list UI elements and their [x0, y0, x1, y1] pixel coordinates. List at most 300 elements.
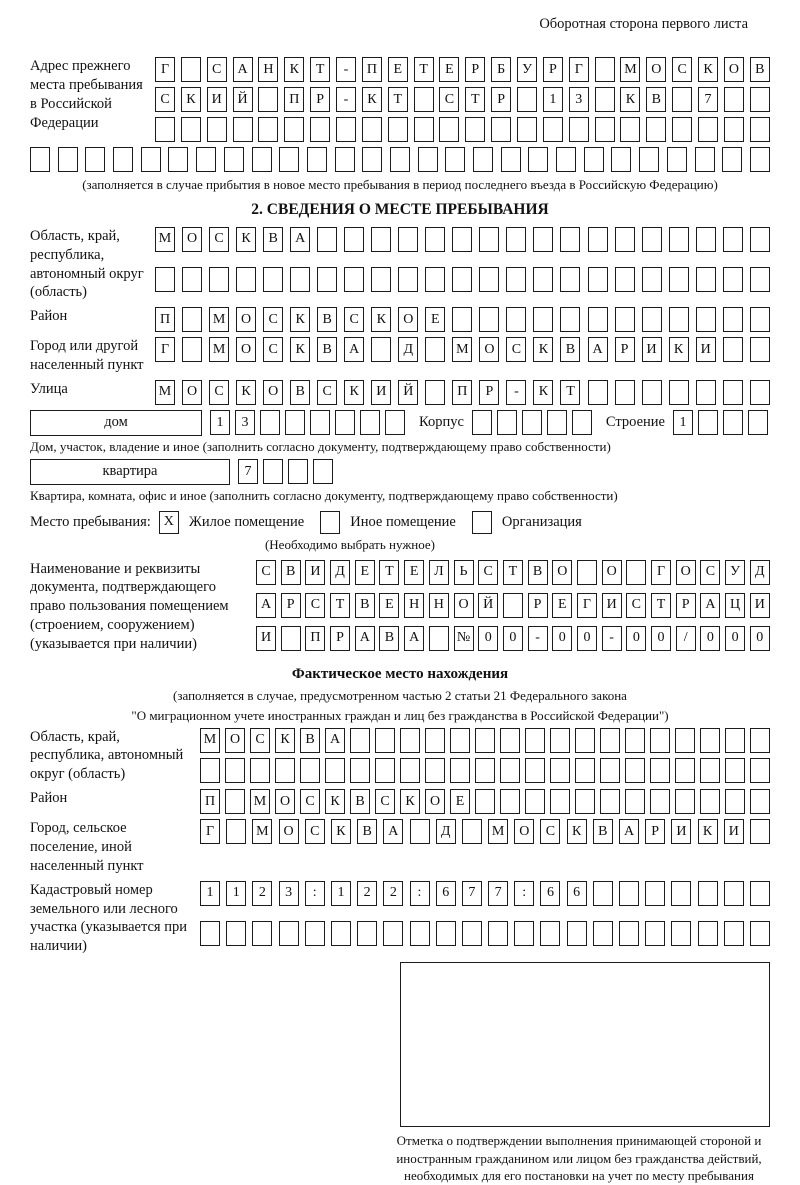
char-cell: К [290, 337, 310, 362]
organization-label: Организация [501, 513, 582, 530]
street-row [155, 380, 770, 405]
char-cell: В [379, 626, 399, 651]
char-cell [517, 117, 537, 142]
char-cell: Й [233, 87, 253, 112]
char-cell [675, 728, 695, 753]
char-cell: К [362, 87, 382, 112]
char-cell: М [252, 819, 272, 844]
char-cell [425, 758, 445, 783]
char-cell: С [256, 560, 276, 585]
char-cell [335, 147, 355, 172]
char-cell: В [300, 728, 320, 753]
char-cell [600, 728, 620, 753]
city-field [30, 337, 770, 375]
char-cell [723, 380, 743, 405]
char-cell: А [325, 728, 345, 753]
char-cell: В [593, 819, 613, 844]
korpus-cells [472, 410, 592, 435]
char-cell [300, 758, 320, 783]
char-cell [331, 921, 351, 946]
char-cell [182, 337, 202, 362]
char-cell: А [404, 626, 424, 651]
char-cell: О [514, 819, 534, 844]
char-cell [350, 728, 370, 753]
char-cell: Т [651, 593, 671, 618]
char-cell [336, 117, 356, 142]
char-cell [488, 921, 508, 946]
char-cell: О [225, 728, 245, 753]
prev-address-row-4 [30, 147, 770, 172]
char-cell [724, 921, 744, 946]
char-cell: - [602, 626, 622, 651]
prev-address-note: (заполняется в случае прибытия в новое место пребывания в период последнего въезда в Российскую Федерацию) [82, 177, 718, 192]
char-cell: П [200, 789, 220, 814]
char-cell [439, 117, 459, 142]
char-cell [642, 227, 662, 252]
char-cell [626, 560, 646, 585]
char-cell: С [672, 57, 692, 82]
char-cell: С [540, 819, 560, 844]
prev-address-row-2 [155, 87, 770, 112]
char-cell: Д [750, 560, 770, 585]
char-cell: 0 [651, 626, 671, 651]
other-premises-label: Иное помещение [350, 513, 456, 530]
char-cell: И [602, 593, 622, 618]
char-cell [625, 728, 645, 753]
char-cell: И [207, 87, 227, 112]
char-cell [725, 728, 745, 753]
char-cell [696, 380, 716, 405]
char-cell [390, 147, 410, 172]
char-cell: 0 [552, 626, 572, 651]
char-cell: 2 [252, 881, 272, 906]
char-cell [698, 881, 718, 906]
actual-location-title: Фактическое место нахождения [291, 665, 509, 682]
char-cell [525, 789, 545, 814]
char-cell [452, 267, 472, 292]
char-cell: А [344, 337, 364, 362]
char-cell [750, 380, 770, 405]
char-cell: К [533, 380, 553, 405]
city-row [155, 337, 770, 375]
char-cell [344, 227, 364, 252]
char-cell: М [209, 337, 229, 362]
char-cell: О [279, 819, 299, 844]
char-cell: Й [398, 380, 418, 405]
char-cell [383, 921, 403, 946]
char-cell [642, 380, 662, 405]
apartment-note: Квартира, комната, офис и иное (заполнить согласно документу, подтверждающему право собственности) [30, 487, 618, 503]
char-cell: С [207, 57, 227, 82]
char-cell: Д [398, 337, 418, 362]
char-cell: И [696, 337, 716, 362]
char-cell: К [331, 819, 351, 844]
char-cell: М [488, 819, 508, 844]
cadastral-row-2 [200, 921, 770, 956]
char-cell: Р [465, 57, 485, 82]
char-cell [611, 147, 631, 172]
actual-region-field [30, 728, 770, 785]
stroenie-label: Строение [605, 414, 665, 431]
char-cell [310, 117, 330, 142]
char-cell: 3 [279, 881, 299, 906]
actual-district-label: Район [30, 790, 68, 807]
char-cell [479, 307, 499, 332]
char-cell: С [263, 337, 283, 362]
char-cell [462, 819, 482, 844]
char-cell [479, 227, 499, 252]
char-cell: О [676, 560, 696, 585]
char-cell: К [400, 789, 420, 814]
char-cell [588, 380, 608, 405]
char-cell [181, 117, 201, 142]
char-cell: К [698, 57, 718, 82]
char-cell: О [263, 380, 283, 405]
char-cell [669, 307, 689, 332]
char-cell [650, 758, 670, 783]
house-row [30, 410, 770, 436]
char-cell [517, 87, 537, 112]
char-cell [263, 267, 283, 292]
char-cell: В [317, 337, 337, 362]
char-cell: С [439, 87, 459, 112]
stamp-box [400, 962, 770, 1127]
char-cell [506, 227, 526, 252]
char-cell [252, 921, 272, 946]
char-cell [472, 410, 492, 435]
char-cell: О [182, 227, 202, 252]
char-cell [695, 147, 715, 172]
char-cell [375, 758, 395, 783]
char-cell [362, 117, 382, 142]
char-cell: Л [429, 560, 449, 585]
char-cell: А [588, 337, 608, 362]
char-cell [400, 728, 420, 753]
actual-location-note-2: "О миграционном учете иностранных граждан и лиц без гражданства в Российской Федерации") [131, 707, 669, 723]
street-label: Улица [30, 380, 68, 397]
region-field [30, 227, 770, 302]
char-cell [414, 117, 434, 142]
char-cell: К [371, 307, 391, 332]
char-cell: А [700, 593, 720, 618]
house-number-cells [210, 410, 405, 435]
char-cell [723, 267, 743, 292]
apartment-row [30, 459, 770, 485]
char-cell: Г [651, 560, 671, 585]
char-cell: Т [388, 87, 408, 112]
korpus-label: Корпус [419, 414, 464, 431]
char-cell: 6 [540, 881, 560, 906]
char-cell [750, 307, 770, 332]
char-cell [491, 117, 511, 142]
char-cell: С [305, 593, 325, 618]
char-cell: 0 [700, 626, 720, 651]
char-cell [750, 789, 770, 814]
char-cell [258, 87, 278, 112]
char-cell [85, 147, 105, 172]
char-cell [700, 789, 720, 814]
cadastral-field [30, 881, 770, 956]
char-cell [279, 921, 299, 946]
char-cell [371, 337, 391, 362]
char-cell [288, 459, 308, 484]
char-cell [723, 307, 743, 332]
char-cell [362, 147, 382, 172]
char-cell: Р [281, 593, 301, 618]
char-cell [669, 227, 689, 252]
char-cell: К [533, 337, 553, 362]
char-cell: И [724, 819, 744, 844]
char-cell [750, 728, 770, 753]
char-cell: Т [310, 57, 330, 82]
char-cell: В [560, 337, 580, 362]
char-cell: К [620, 87, 640, 112]
char-cell [425, 267, 445, 292]
char-cell: К [236, 380, 256, 405]
char-cell: М [155, 380, 175, 405]
char-cell: И [642, 337, 662, 362]
char-cell [503, 593, 523, 618]
char-cell: - [506, 380, 526, 405]
char-cell: С [317, 380, 337, 405]
char-cell: 0 [626, 626, 646, 651]
char-cell [671, 881, 691, 906]
section2-title: 2. СВЕДЕНИЯ О МЕСТЕ ПРЕБЫВАНИЯ [251, 200, 549, 218]
char-cell: У [725, 560, 745, 585]
actual-city-field [30, 819, 770, 876]
char-cell: Е [552, 593, 572, 618]
cadastral-row-1 [200, 881, 770, 916]
apartment-box: квартира [30, 459, 230, 485]
document-label: Наименование и реквизиты документа, подтверждающего право пользования помещением (строением, сооружением) (указывается при наличии) [30, 560, 229, 652]
char-cell [550, 789, 570, 814]
char-cell: Р [479, 380, 499, 405]
char-cell [625, 758, 645, 783]
char-cell [723, 227, 743, 252]
char-cell [436, 921, 456, 946]
char-cell [225, 758, 245, 783]
char-cell: Т [379, 560, 399, 585]
char-cell [141, 147, 161, 172]
char-cell: Р [645, 819, 665, 844]
organization-checkbox [472, 511, 492, 534]
char-cell [182, 307, 202, 332]
char-cell: И [256, 626, 276, 651]
char-cell: П [362, 57, 382, 82]
char-cell [619, 921, 639, 946]
char-cell [550, 758, 570, 783]
char-cell [615, 380, 635, 405]
char-cell: П [155, 307, 175, 332]
char-cell: П [305, 626, 325, 651]
char-cell: В [263, 227, 283, 252]
char-cell: О [398, 307, 418, 332]
char-cell: С [626, 593, 646, 618]
stay-type-row [30, 511, 770, 534]
char-cell: Й [478, 593, 498, 618]
char-cell [317, 227, 337, 252]
char-cell [533, 227, 553, 252]
char-cell: 0 [577, 626, 597, 651]
char-cell: Г [569, 57, 589, 82]
char-cell [569, 117, 589, 142]
char-cell [410, 921, 430, 946]
char-cell [462, 921, 482, 946]
char-cell: Б [491, 57, 511, 82]
char-cell [698, 410, 718, 435]
char-cell [588, 267, 608, 292]
actual-city-label: Город, сельское поселение, иной населенный пункт [30, 820, 144, 874]
char-cell [748, 410, 768, 435]
char-cell: 0 [725, 626, 745, 651]
char-cell: 1 [331, 881, 351, 906]
stroenie-cells [673, 410, 768, 435]
char-cell: К [290, 307, 310, 332]
char-cell [500, 789, 520, 814]
char-cell [335, 410, 355, 435]
char-cell [284, 117, 304, 142]
char-cell [360, 410, 380, 435]
char-cell [281, 626, 301, 651]
char-cell: О [646, 57, 666, 82]
actual-district-field [30, 789, 770, 814]
char-cell: А [383, 819, 403, 844]
char-cell [669, 267, 689, 292]
char-cell [207, 117, 227, 142]
char-cell [725, 758, 745, 783]
char-cell [344, 267, 364, 292]
char-cell: К [181, 87, 201, 112]
stay-type-hint: (Необходимо выбрать нужное) [264, 536, 436, 552]
char-cell: Т [560, 380, 580, 405]
char-cell: А [619, 819, 639, 844]
actual-city-row [200, 819, 770, 876]
char-cell [671, 921, 691, 946]
char-cell [250, 758, 270, 783]
char-cell: В [750, 57, 770, 82]
char-cell [750, 758, 770, 783]
char-cell: А [290, 227, 310, 252]
char-cell: 6 [436, 881, 456, 906]
char-cell [224, 147, 244, 172]
char-cell [575, 789, 595, 814]
char-cell [615, 267, 635, 292]
char-cell [450, 728, 470, 753]
char-cell: Е [439, 57, 459, 82]
char-cell: О [552, 560, 572, 585]
char-cell: Е [450, 789, 470, 814]
char-cell [675, 789, 695, 814]
char-cell: 2 [383, 881, 403, 906]
char-cell: Е [388, 57, 408, 82]
char-cell: 1 [673, 410, 693, 435]
char-cell: И [371, 380, 391, 405]
prev-address-rows [155, 57, 770, 142]
char-cell: В [290, 380, 310, 405]
char-cell: 7 [462, 881, 482, 906]
char-cell [595, 57, 615, 82]
document-row-2 [256, 593, 770, 621]
char-cell [400, 758, 420, 783]
char-cell [275, 758, 295, 783]
char-cell: : [410, 881, 430, 906]
char-cell [725, 789, 745, 814]
char-cell [290, 267, 310, 292]
char-cell: В [281, 560, 301, 585]
actual-region-row-1 [200, 728, 770, 754]
apartment-cells [238, 459, 333, 484]
char-cell [425, 227, 445, 252]
char-cell [543, 117, 563, 142]
document-rows [256, 560, 770, 654]
char-cell [279, 147, 299, 172]
char-cell [600, 758, 620, 783]
district-label: Район [30, 308, 68, 325]
char-cell [577, 560, 597, 585]
char-cell: Е [404, 560, 424, 585]
district-field [30, 307, 770, 332]
char-cell: Г [577, 593, 597, 618]
char-cell: Н [404, 593, 424, 618]
char-cell [639, 147, 659, 172]
city-label: Город или другой населенный пункт [30, 338, 144, 374]
char-cell: К [698, 819, 718, 844]
char-cell [646, 117, 666, 142]
char-cell: Г [155, 57, 175, 82]
char-cell: С [250, 728, 270, 753]
char-cell [388, 117, 408, 142]
char-cell: С [506, 337, 526, 362]
char-cell [263, 459, 283, 484]
char-cell: О [275, 789, 295, 814]
char-cell: С [300, 789, 320, 814]
char-cell: В [646, 87, 666, 112]
char-cell [225, 789, 245, 814]
char-cell: 3 [235, 410, 255, 435]
char-cell: Д [330, 560, 350, 585]
char-cell [619, 881, 639, 906]
char-cell [588, 227, 608, 252]
char-cell [533, 267, 553, 292]
char-cell [155, 117, 175, 142]
char-cell: М [250, 789, 270, 814]
char-cell: В [350, 789, 370, 814]
char-cell: Р [676, 593, 696, 618]
char-cell: В [355, 593, 375, 618]
char-cell [196, 147, 216, 172]
char-cell: - [336, 87, 356, 112]
char-cell [522, 410, 542, 435]
char-cell: Р [491, 87, 511, 112]
prev-address-label: Адрес прежнего места пребывания в Российской Федерации [30, 58, 143, 131]
char-cell [410, 819, 430, 844]
region-row-1 [155, 227, 770, 262]
char-cell [724, 881, 744, 906]
char-cell: Р [615, 337, 635, 362]
char-cell: / [676, 626, 696, 651]
char-cell [642, 307, 662, 332]
char-cell [750, 267, 770, 292]
char-cell: Т [503, 560, 523, 585]
char-cell: Е [379, 593, 399, 618]
char-cell [357, 921, 377, 946]
char-cell: С [305, 819, 325, 844]
char-cell: Р [528, 593, 548, 618]
char-cell [500, 758, 520, 783]
residential-checkbox: X [159, 511, 179, 534]
char-cell: Т [330, 593, 350, 618]
char-cell [475, 758, 495, 783]
